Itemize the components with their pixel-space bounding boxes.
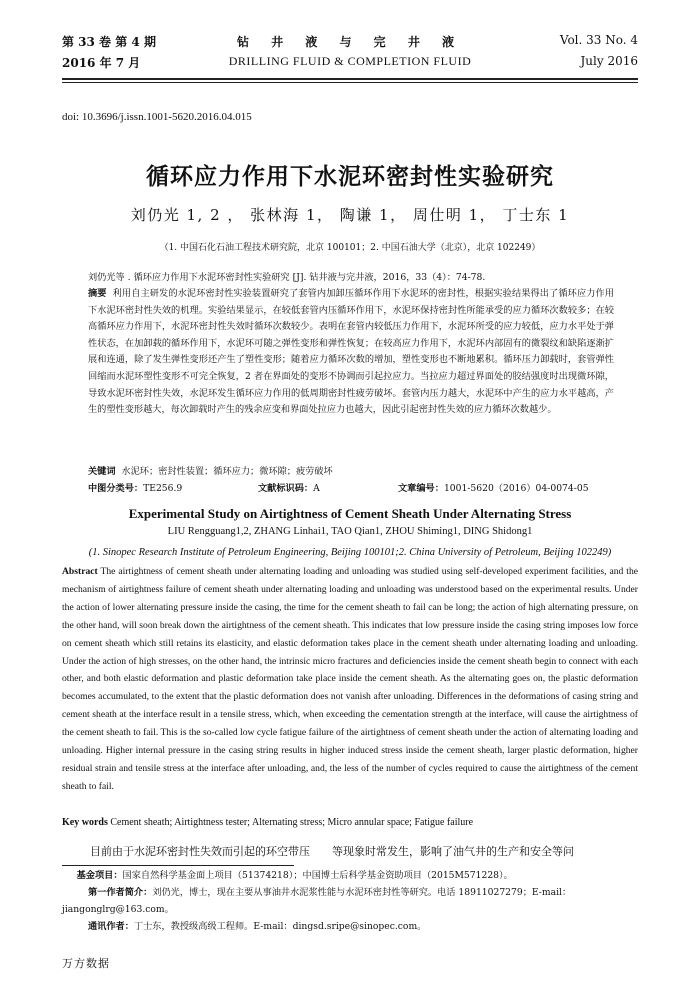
affiliation: （1. 中国石化石油工程技术研究院，北京 100101；2. 中国石油大学（北京），北京 102249） [159,243,541,253]
journal-name-cn: 钻 井 液 与 完 井 液 [236,35,464,49]
journal-name-en: DRILLING FLUID & COMPLETION FLUID [228,54,472,68]
doc-code-label: 文献标识码： [258,483,314,494]
abstract-cn-label: 摘要 [88,288,107,299]
english-abstract [62,563,638,815]
citation: 刘仍光等 . 循环应力作用下水泥环密封性实验研究 [J]. 钻井液与完井液，2016，33（4）：74-78. [88,272,486,283]
corresponding-text: 丁士东，教授级高级工程师。E-mail：dingsd.sripe@sinopec.com。 [133,921,427,932]
footnote-first-author [62,884,638,918]
date-en: July 2016 [580,54,638,68]
english-keywords-label: Key words [62,817,108,828]
article-no-value: 1001-5620（2016）04-0074-05 [443,483,589,494]
running-header [62,30,638,76]
clc-label: 中图分类号： [88,483,144,494]
classification-line [88,480,614,494]
english-title: Experimental Study on Airtightness of Cement Sheath Under Alternating Stress [128,506,572,521]
keywords-cn-label: 关键词 [88,466,116,477]
header-rule-thin [62,82,638,83]
english-abstract-text: The airtightness of cement sheath under alternating loading and unloading was studied using self-developed experiment facilities, and the mechanism of airtightness failure of cement sheath under alternating loading and unloading was understood based on the experimental results. Under the action of lower alternating pressure inside the casing, the time for the cement sheath to fail can be long; the action of high alternating pressure, on the other hand, will soon break down the airtightness of the cement sheath. This indicates that low pressure inside the casing string imposes low force on cement sheath which still retains its elasticity, and elastic deformation takes place in the cement sheath under alternating loading and unloading. Under the action of high stresses, on the other hand, the intrinsic micro fractures and deficiencies inside the cement sheath begin to connect with each other, and both elastic deformation and plastic deformation take place inside the cement sheath. As the alternating goes on, the plastic deformation becomes accumulated, to the extent that the plastic deformation does not vanish after unloading. Differences in the deformations of casing string and cement sheath at the interface result in a tensile stress, which, when exceeding the cementation strength at the interface, will cause the airtightness of the cement sheath to fail. This is the so-called low cycle fatigue failure of the airtightness of cement sheath under the action of alternating loading and unloading. Higher internal pressure in the casing string results in higher induced stress inside the cement sheath, larger plastic deformation, higher residual strain and tensile stress at the interface after unloading, and, the less of the number of cycles required to cause the airtightness of the cement sheath to fail. [62,566,639,792]
english-authors: LIU Rengguang1,2, ZHANG Linhai1, TAO Qian1, ZHOU Shiming1, DING Shidong1 [167,526,533,537]
author-list: 刘仍光 1, 2 ， 张林海 1， 陶谦 1， 周仕明 1， 丁士东 1 [130,206,570,224]
abstract-cn [88,286,614,456]
english-keywords-text: Cement sheath; Airtightness tester; Alternating stress; Micro annular space; Fatigue failure [110,817,474,828]
english-keywords [62,817,473,828]
corresponding-label: 通讯作者： [88,921,134,932]
clc-value: TE256.9 [143,483,183,494]
article-no-label: 文章编号： [398,483,444,494]
fund-text: 国家自然科学基金面上项目（51374218）；中国博士后科学基金资助项目（2015M571228）。 [122,870,513,881]
date-cn: 2016 年 7 月 [62,56,141,70]
footnote-corresponding [62,918,664,935]
volume-en: Vol. 33 No. 4 [559,33,638,47]
body-first-line: 目前由于水泥环密封性失效而引起的环空带压 等现象时常发生，影响了油气井的生产和安全等问 [90,845,574,858]
footnote-rule [62,865,294,866]
header-rule-thick [62,78,638,80]
english-affiliation: (1. Sinopec Research Institute of Petroleum Engineering, Beijing 100101;2. China University of Petroleum, Beijing 102249) [88,547,612,558]
abstract-cn-text: 利用自主研发的水泥环密封性实验装置研究了套管内加卸压循环作用下水泥环的密封性，根据实验结果得出了循环应力作用下水泥环密封性失效的机理。实验结果显示，在较低套管内压循环作用下，水泥环保持密封性所能承受的应力循环次数较多；在较高循环应力作用下，水泥环密封性失效时循环次数较少。表明在套管内较低压力作用下，水泥环所受的应力较低，应力水平处于弹性状态，在加卸载的循环作用下，水泥环可随之弹性变形和弹性恢复；在较高应力作用下，水泥环内部固有的微裂纹和缺陷逐渐扩展和连通，除了发生弹性变形还产生了塑性变形；随着应力循环次数的增加，塑性变形也不断地累积。循环压力卸载时，套管弹性回缩而水泥环塑性变形不可完全恢复，2 者在界面处的变形不协调而引起拉应力。当拉应力超过界面处的胶结强度时出现微环隙，导致水泥环密封性失效，水泥环发生循环应力作用的低周期密封性疲劳破坏。套管内压力越大，水泥环中产生的应力水平越高，产生的塑性变形越大，每次卸载时产生的残余应变和界面处拉应力也越大，因此引起密封性失效的应力循环次数越少。 [88,288,615,416]
volume-cn: 第 33 卷 第 4 期 [62,35,156,49]
keywords-cn-text: 水泥环；密封性装置；循环应力；微环隙；疲劳破坏 [121,466,333,477]
footnote-fund [62,867,638,884]
doi: doi: 10.3696/j.issn.1001-5620.2016.04.015 [62,111,252,123]
first-author-text: 刘仍光，博士，现在主要从事油井水泥浆性能与水泥环密封性等研究。电话 18911027279；E-mail：jiangonglrg@163.com。 [62,887,572,915]
english-abstract-label: Abstract [62,566,98,577]
keywords-cn [88,463,333,477]
paper-title: 循环应力作用下水泥环密封性实验研究 [146,164,554,190]
doc-code-value: A [313,483,320,494]
watermark-brand: 万方数据 [62,957,110,970]
first-author-label: 第一作者简介： [88,887,153,898]
fund-label: 基金项目： [76,870,123,881]
